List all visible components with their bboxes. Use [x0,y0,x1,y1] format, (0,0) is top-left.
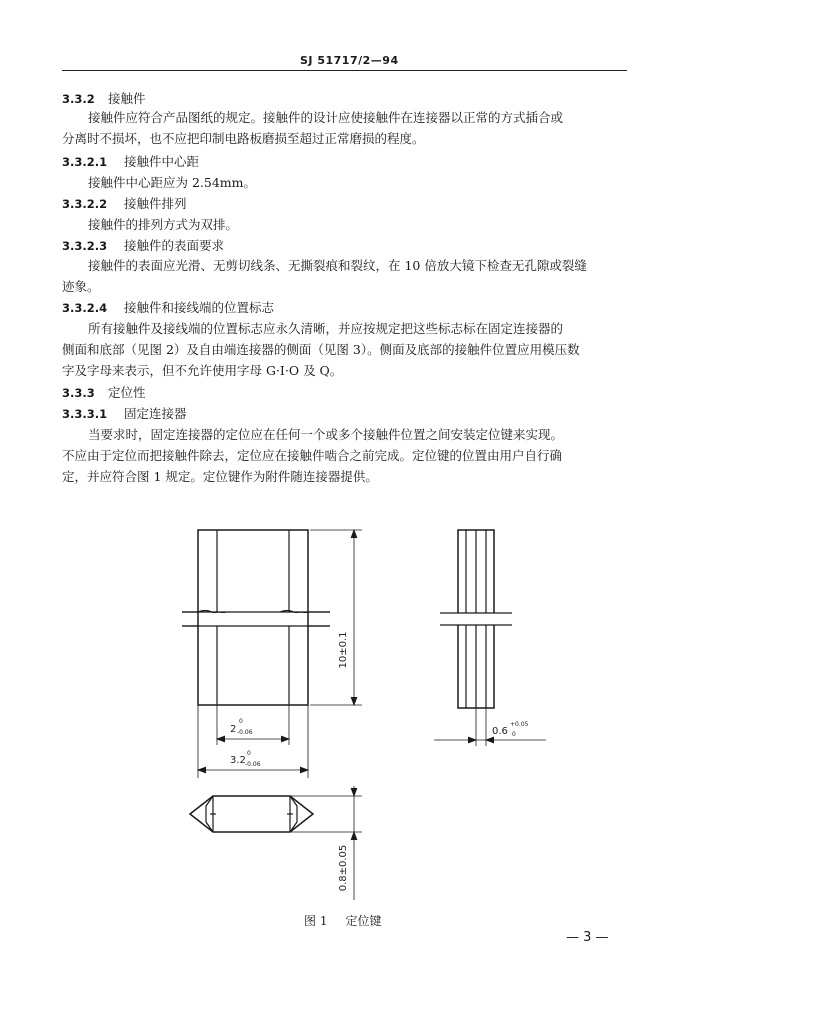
paragraph-line: 定，并应符合图 1 规定。定位键作为附件随连接器提供。 [62,469,378,484]
inner-width-dimension [217,705,289,745]
section-title: 固定连接器 [124,406,187,421]
height-dimension [310,530,362,705]
bottom-view [190,796,313,832]
section-title: 接触件的表面要求 [124,238,225,253]
paragraph-line: 迹象。 [62,279,100,294]
paragraph-line: 不应由于定位而把接触件除去，定位应在接触件啮合之前完成。定位键的位置由用户自行确 [62,448,563,463]
section-number: 3.3.2.4 [62,301,108,315]
bottom-dimension-label: 0.8±0.05 [338,844,349,892]
figure-caption-label: 图 1 [304,914,328,928]
section-number: 3.3.2.2 [62,197,108,211]
paragraph-line: 接触件应符合产品图纸的规定。接触件的设计应使接触件在连接器以正常的方式插合或 [88,110,564,125]
thickness-label: 0.6 [492,726,508,737]
side-view [440,530,512,708]
section-title: 接触件排列 [124,196,187,211]
inner-width-lower-tol: -0.06 [237,729,253,736]
section-number: 3.3.3 [62,386,95,400]
figure-caption-title: 定位键 [345,914,382,928]
paragraph-line: 侧面和底部（见图 2）及自由端连接器的侧面（见图 3）。侧面及底部的接触件位置应用模压数 [62,342,580,357]
thickness-dimension [434,708,546,746]
thickness-lower-tol: 0 [512,731,516,738]
front-view [182,530,330,705]
paragraph-line: 接触件的排列方式为双排。 [88,217,239,232]
paragraph-line: 接触件中心距应为 2.54mm。 [88,175,257,190]
section-title: 接触件 [108,91,146,106]
height-dimension-label: 10±0.1 [338,631,349,669]
section-number: 3.3.2.1 [62,155,108,169]
section-number: 3.3.3.1 [62,407,108,421]
section-title: 接触件和接线端的位置标志 [124,300,275,315]
paragraph-line: 分离时不损坏，也不应把印制电路板磨损至超过正常磨损的程度。 [62,131,425,146]
paragraph-line: 当要求时，固定连接器的定位应在任何一个或多个接触件位置之间安装定位键来实现。 [88,427,564,442]
section-title: 定位性 [108,385,146,400]
document-code-header: SJ 51717/2—94 [300,54,399,67]
outer-width-upper-tol: 0 [247,750,251,757]
inner-width-label: 2 [230,724,237,735]
page-number: — 3 — [566,930,609,945]
outer-width-label: 3.2 [230,755,246,766]
thickness-upper-tol: +0.05 [510,721,529,728]
paragraph-line: 字及字母来表示，但不允许使用字母 G·I·O 及 Q。 [62,363,343,378]
section-number: 3.3.2 [62,92,95,106]
figure-caption [304,912,381,929]
section-number: 3.3.2.3 [62,239,108,253]
paragraph-line: 所有接触件及接线端的位置标志应永久清晰，并应按规定把这些标志标在固定连接器的 [88,321,564,336]
section-title: 接触件中心距 [124,154,200,169]
outer-width-lower-tol: -0.06 [245,761,261,768]
bottom-dimension [290,786,362,900]
inner-width-upper-tol: 0 [239,718,243,725]
paragraph-line: 接触件的表面应光滑、无剪切线条、无撕裂痕和裂纹，在 10 倍放大镜下检查无孔隙或裂缝 [88,258,587,273]
